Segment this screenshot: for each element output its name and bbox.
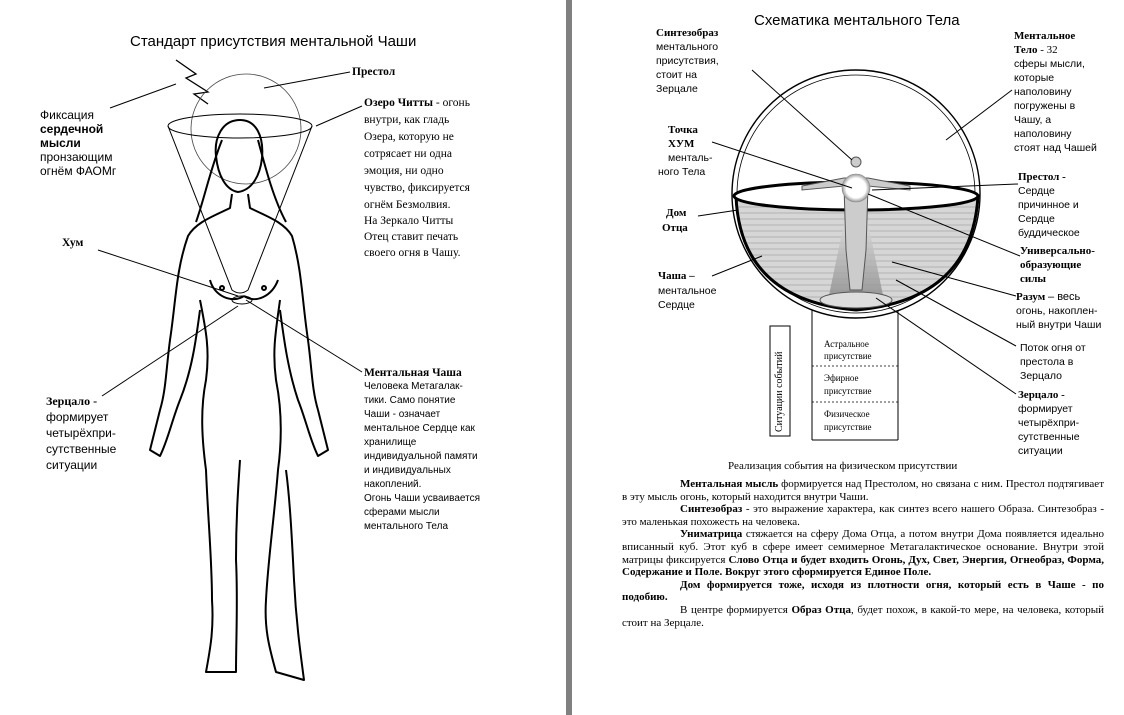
ozero-line-4: эмоция, ни одно bbox=[364, 165, 444, 177]
zercalo-line-2: четырёхпри- bbox=[46, 426, 116, 440]
univ-2: образующие bbox=[1020, 259, 1082, 271]
table-row-1-a: Астральное bbox=[824, 339, 869, 349]
razum-head: Разум – весь bbox=[1016, 291, 1081, 303]
mtelo-line-6: наполовину bbox=[1014, 128, 1072, 140]
chasha-line-9: Огонь Чаши усваивается bbox=[364, 493, 481, 504]
right-title: Схематика ментального Тела bbox=[754, 12, 960, 29]
fix-label-4: пронзающим bbox=[40, 150, 113, 164]
prestol-head: Престол - bbox=[1018, 171, 1066, 183]
mtelo-line-3: наполовину bbox=[1014, 86, 1072, 98]
table-caption: Реализация события на физическом присутствии bbox=[728, 460, 958, 472]
left-title: Стандарт присутствия ментальной Чаши bbox=[130, 33, 417, 50]
paragraph-5: В центре формируется Образ Отца, будет похож, в какой-то мере, на человека, который стоит на Зерцале. bbox=[622, 603, 1104, 629]
mtelo-line-2: которые bbox=[1014, 72, 1055, 84]
chasha-line-4: ментальное Сердце как bbox=[364, 423, 475, 434]
chasha-line-2: тики. Само понятие bbox=[364, 395, 456, 406]
ozero-line-2: Озера, которую не bbox=[364, 131, 454, 143]
mtelo-line-5: Чашу, а bbox=[1014, 114, 1052, 126]
chasha-head: Чаша – bbox=[658, 270, 695, 282]
right-page bbox=[572, 0, 1124, 715]
dom-2: Отца bbox=[662, 222, 688, 234]
lightning-bolt-icon bbox=[176, 60, 208, 104]
prestol-line-4: буддическое bbox=[1018, 227, 1080, 239]
zercalo-head: Зерцало - bbox=[1018, 389, 1065, 401]
zercalo-line-4: ситуации bbox=[46, 458, 98, 472]
chasha-line-1: Человека Метагалак- bbox=[364, 381, 463, 392]
potok-line-2: престола в bbox=[1020, 356, 1074, 368]
hum-label: Хум bbox=[62, 237, 84, 249]
mtelo-line-4: погружены в bbox=[1014, 100, 1076, 112]
univ-1: Универсально- bbox=[1020, 245, 1095, 257]
tochka-3: менталь- bbox=[668, 152, 713, 164]
table-row-2-b: присутствие bbox=[824, 386, 872, 396]
sintez-line-1: ментального bbox=[656, 41, 719, 53]
mirror-disc bbox=[820, 292, 892, 308]
fix-label-5: огнём ФАОМг bbox=[40, 164, 117, 178]
ozero-head-rest: - огонь bbox=[435, 97, 470, 109]
ozero-line-9: своего огня в Чашу. bbox=[364, 247, 461, 259]
chasha-line-3: Чаши - означает bbox=[364, 409, 441, 420]
paragraph-2: Синтезобраз - это выражение характера, как синтез всего нашего Образа. Синтезобраз - это маленькая похожесть на человека. bbox=[622, 503, 1104, 528]
prestol-line-1: Сердце bbox=[1018, 185, 1055, 197]
fix-label-1: Фиксация bbox=[40, 108, 94, 122]
mtelo-2: Тело - 32 bbox=[1014, 44, 1058, 56]
ozero-head: Озеро Читты bbox=[364, 97, 434, 109]
mtelo-line-1: сферы мысли, bbox=[1014, 58, 1085, 70]
fix-label-3: мысли bbox=[40, 136, 81, 150]
ozero-line-8: Отец ставит печать bbox=[364, 231, 459, 243]
zercalo-line-3: сутственные bbox=[46, 442, 117, 456]
chasha-line-2: Сердце bbox=[658, 299, 695, 311]
cup-rim bbox=[168, 114, 312, 138]
chasha-line-8: накоплений. bbox=[364, 479, 422, 490]
chasha-line-7: и индивидуальных bbox=[364, 465, 451, 476]
ozero-line-3: сотрясает ни одна bbox=[364, 148, 452, 160]
table-row-3-b: присутствие bbox=[824, 422, 872, 432]
prestol-circle bbox=[191, 74, 301, 184]
dom-1: Дом bbox=[666, 207, 687, 219]
paragraph-3: Униматрица стяжается на сферу Дома Отца, а потом внутри Дома появляется идеально вписанный куб. Этот куб в сфере имеет семимерное Метагалактическое основание. Внутри этой матрицы фиксируется Слово Отца и будет входить Огонь, Дух, Свет, Энергия, Огнеобраз, Форма, Содержание и Поле. Вокруг этого сформируется Единое Поле. bbox=[622, 528, 1104, 579]
sintez-head: Синтезобраз bbox=[656, 27, 719, 39]
paragraph-4: Дом формируется тоже, исходя из плотности огня, который есть в Чаше - по подобию. bbox=[622, 578, 1104, 604]
table-row-2-a: Эфирное bbox=[824, 373, 859, 383]
table-vertical-label: Ситуации событий bbox=[774, 351, 785, 432]
table-row-3-a: Физическое bbox=[824, 409, 870, 419]
cup-body bbox=[168, 126, 312, 293]
razum-line-2: ный внутри Чаши bbox=[1016, 319, 1102, 331]
prestol-line-3: Сердце bbox=[1018, 213, 1055, 225]
chasha-line-10: сферами мысли bbox=[364, 507, 440, 518]
univ-3: силы bbox=[1020, 273, 1046, 285]
chasha-line-11: ментального Тела bbox=[364, 521, 449, 532]
zercalo-line-1: формирует bbox=[1018, 403, 1073, 415]
table-row-1-b: присутствие bbox=[824, 351, 872, 361]
paragraph-1: Ментальная мысль формируется над Престолом, но связана с ним. Престол подтягивает в эту мысль огонь, который находится внутри Чаши. bbox=[622, 478, 1104, 503]
potok-line-3: Зерцало bbox=[1020, 370, 1062, 382]
chasha-line-1: ментальное bbox=[658, 285, 717, 297]
ozero-line-6: огнём Безмолвия. bbox=[364, 199, 451, 211]
tochka-1: Точка bbox=[668, 124, 698, 136]
chasha-head: Ментальная Чаша bbox=[364, 367, 462, 379]
tochka-4: ного Тела bbox=[658, 166, 706, 178]
zercalo-line-1: формирует bbox=[46, 410, 109, 424]
mtelo-1: Ментальное bbox=[1014, 30, 1076, 42]
sintez-line-3: стоит на bbox=[656, 69, 698, 81]
zercalo-line-2: четырёхпри- bbox=[1018, 417, 1080, 429]
tochka-2: ХУМ bbox=[668, 138, 695, 150]
razum-line-1: огонь, накоплен- bbox=[1016, 305, 1098, 317]
fix-label-2: сердечной bbox=[40, 122, 104, 136]
prestol-label: Престол bbox=[352, 66, 396, 78]
body-text bbox=[622, 478, 1104, 629]
potok-line-1: Поток огня от bbox=[1020, 342, 1086, 354]
mtelo-line-7: стоят над Чашей bbox=[1014, 142, 1097, 154]
pointer-lines bbox=[98, 72, 362, 396]
zercalo-line-4: ситуации bbox=[1018, 445, 1063, 457]
sintez-line-2: присутствия, bbox=[656, 55, 719, 67]
prestol-glow bbox=[842, 174, 870, 202]
chasha-line-6: индивидуальной памяти bbox=[364, 451, 478, 462]
ozero-line-5: чувство, фиксируется bbox=[364, 182, 470, 194]
ozero-line-0 bbox=[364, 96, 470, 110]
ozero-line-1: внутри, как гладь bbox=[364, 114, 450, 126]
ozero-line-7: На Зеркало Читты bbox=[364, 215, 454, 227]
sintez-line-4: Зерцале bbox=[656, 83, 698, 95]
chasha-line-5: хранилище bbox=[364, 437, 417, 448]
human-body bbox=[150, 120, 328, 680]
zercalo-head: Зерцало - bbox=[46, 394, 98, 408]
zercalo-line-3: сутственные bbox=[1018, 431, 1080, 443]
prestol-line-2: причинное и bbox=[1018, 199, 1079, 211]
